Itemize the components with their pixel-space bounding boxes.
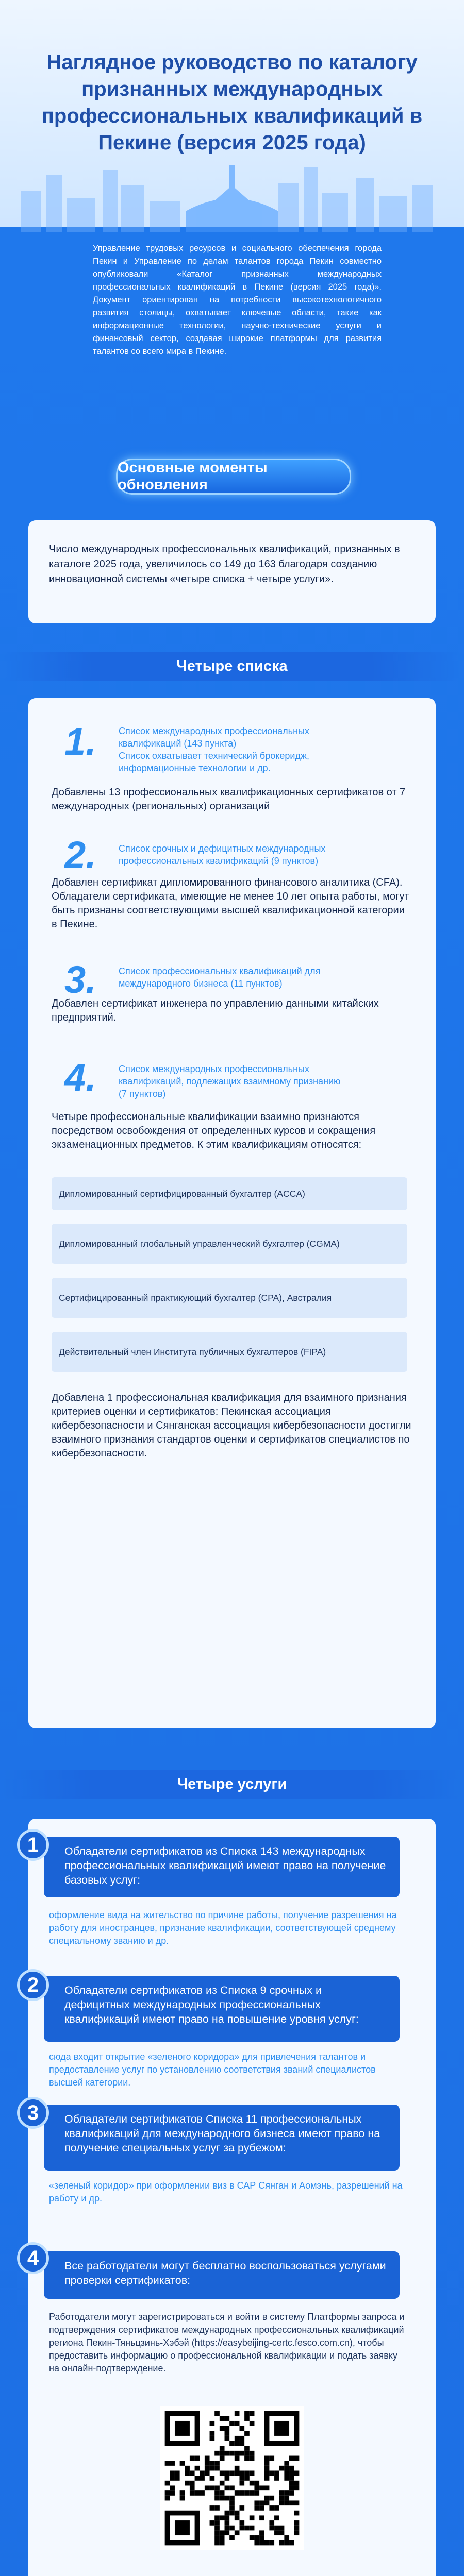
section-lists-title: Четыре списка: [176, 657, 288, 674]
city-skyline-illustration: [0, 155, 464, 232]
catalog-qr-code[interactable]: [160, 2406, 304, 2550]
list-3-title: Список профессиональных квалификаций для международного бизнеса (11 пунктов): [119, 966, 321, 989]
service-1-badge: 1: [17, 1829, 49, 1861]
service-1-body: оформление вида на жительство по причине работы, получение разрешения на работу для иностранцев, признание квалификации, соответствующей среднему специальному званию и др.: [49, 1910, 397, 1946]
section-lists-header: [0, 652, 464, 681]
qr-code-graphic: [160, 2406, 304, 2550]
qualification-fipa: Действительный член Института публичных бухгалтеров (FIPA): [52, 1332, 407, 1372]
service-3-heading: Обладатели сертификатов Списка 11 профессиональных квалификаций для международного бизнеса имеют право на получение специальных услуг за рубежом:: [44, 2105, 400, 2171]
list-1-title: Список международных профессиональных квалификаций (143 пункта): [119, 726, 309, 749]
service-2-badge: 2: [17, 1969, 49, 2001]
qualification-acca: Дипломированный сертифицированный бухгалтер (ACCA): [52, 1177, 407, 1210]
service-4-badge: 4: [17, 2242, 49, 2274]
list-3-number: 3.: [64, 958, 96, 1001]
list-1-subtitle: Список охватывает технический брокеридж, информационные технологии и др.: [119, 751, 309, 773]
service-4-body: Работодатели могут зарегистрироваться и войти в систему Платформы запроса и подтверждения сертификатов международных профессиональных квалификаций региона Пекин-Тяньцзинь-Хэбэй (https://easybeijing-certc.fesco.com.cn), чтобы предоставить информацию о профессиональной квалификации и подать заявку на онлайн-подтверждение.: [49, 2312, 405, 2374]
list-1-body: Добавлены 13 профессиональных квалификационных сертификатов от 7 международных (региональных) организаций: [52, 787, 406, 812]
highlights-card: [28, 520, 436, 623]
lists-card: [28, 698, 436, 1728]
page-title: Наглядное руководство по каталогу признанных международных профессиональных квалификаций в Пекине (версия 2025 года): [41, 51, 423, 154]
section-services-header: [0, 1770, 464, 1799]
intro-paragraph: Управление трудовых ресурсов и социального обеспечения города Пекин и Управление по делам талантов города Пекин совместно опубликовали «Каталог признанных международных профессиональных квалификаций в Пекине (версия 2025 года)». Документ ориентирован на потребности высокотехнологичного развития столицы, охватывает ключевые области, такие как информационные технологии, научно-технические услуги и финансовый сектор, создавая широкие платформы для развития талантов со всего мира в Пекине.: [93, 244, 382, 356]
list-4-number: 4.: [64, 1056, 96, 1099]
qualification-cpa: Сертифицированный практикующий бухгалтер (CPA), Австралия: [52, 1278, 407, 1318]
service-2-heading: Обладатели сертификатов из Списка 9 срочных и дефицитных международных профессиональных квалификаций имеют право на повышение уровня услуг:: [44, 1976, 400, 2042]
service-3-body: «зеленый коридор» при оформлении виз в САР Сянган и Аомэнь, разрешений на работу и др.: [49, 2180, 403, 2204]
service-1-heading: Обладатели сертификатов из Списка 143 международных профессиональных квалификаций имеют право на получение базовых услуг:: [44, 1837, 400, 1897]
service-2-body: сюда входит открытие «зеленого коридора» для привлечения талантов и предоставление услуг по установлению соответствия званий специалистов высшей категории.: [49, 2052, 376, 2088]
list-1-number: 1.: [64, 720, 96, 763]
section-services-title: Четыре услуги: [177, 1775, 287, 1792]
section-highlights-header: [116, 459, 351, 495]
list-2-number: 2.: [64, 834, 96, 876]
list-4-body-2: Добавлена 1 профессиональная квалификация для взаимного признания критериев оценки и сертификатов: Пекинская ассоциация кибербезопасности и Сянганская ассоциация кибербезопасности достигли взаимного признания стандартов оценки и сертификатов специалистов по кибербезопасности.: [52, 1392, 411, 1459]
services-card: [28, 1819, 436, 2576]
list-4-body: Четыре профессиональные квалификации взаимно признаются посредством освобождения от определенных курсов и сокращения экзаменационных предметов. К этим квалификациям относятся:: [52, 1111, 376, 1150]
list-2-title: Список срочных и дефицитных международных профессиональных квалификаций (9 пунктов): [119, 843, 326, 866]
service-3-badge: 3: [17, 2097, 49, 2129]
hero-banner: [0, 0, 464, 227]
list-4-title: Список международных профессиональных квалификаций, подлежащих взаимному признанию (7 пунктов): [119, 1064, 341, 1099]
section-highlights-title: Основные моменты обновления: [118, 460, 268, 493]
qualification-cgma: Дипломированный глобальный управленческий бухгалтер (CGMA): [52, 1224, 407, 1264]
service-4-heading: Все работодатели могут бесплатно воспользоваться услугами проверки сертификатов:: [44, 2251, 400, 2299]
highlights-text: Число международных профессиональных квалификаций, признанных в каталоге 2025 года, увеличилось со 149 до 163 благодаря созданию инновационной системы «четыре списка + четыре услуги».: [49, 544, 400, 585]
list-2-body: Добавлен сертификат дипломированного финансового аналитика (CFA). Обладатели сертификата, имеющие не менее 10 лет опыта работы, могут быть признаны соответствующими высшей квалификационной категории в Пекине.: [52, 877, 409, 930]
list-3-body: Добавлен сертификат инженера по управлению данными китайских предприятий.: [52, 998, 379, 1023]
